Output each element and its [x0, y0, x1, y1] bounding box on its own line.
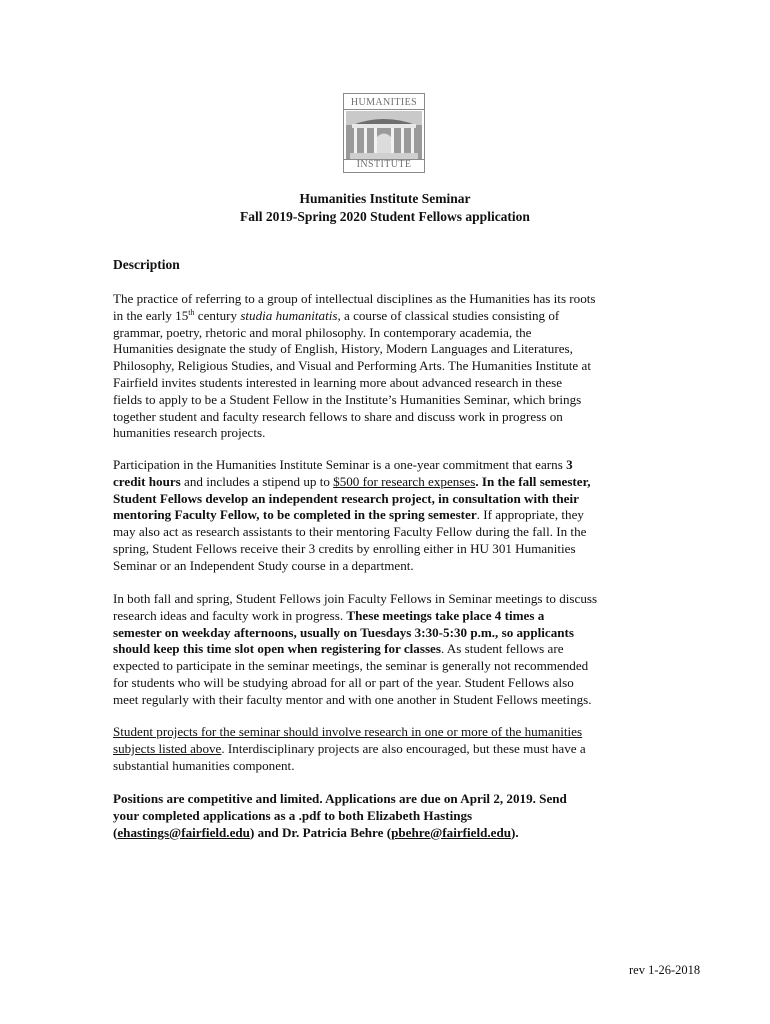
paragraph-line	[113, 507, 673, 524]
description-paragraph-3	[113, 591, 673, 709]
text-run: research ideas and faculty work in progress.	[113, 607, 347, 623]
application-deadline-paragraph	[113, 791, 673, 841]
paragraph-line: substantial humanities component.	[113, 757, 295, 773]
document-titles	[0, 190, 770, 226]
underlined-text: $500 for research expenses	[333, 473, 476, 489]
paragraph-line: meet regularly with their faculty mentor and with one another in Student Fellows meetings.	[113, 691, 592, 707]
rotunda-illustration	[344, 111, 424, 159]
paragraph-line: Positions are competitive and limited. Applications are due on April 2, 2019. Send	[113, 791, 567, 806]
paragraph-line	[113, 741, 673, 758]
text-run: century	[194, 307, 241, 323]
paragraph-line: semester on weekday afternoons, usually on Tuesdays 3:30-5:30 p.m., so applicants	[113, 624, 574, 640]
bold-text: . In the fall semester,	[475, 473, 591, 489]
logo-top-text: HUMANITIES	[350, 97, 418, 108]
section-heading: Description	[113, 257, 180, 272]
email-link-hastings[interactable]: ehastings@fairfield.edu	[117, 824, 250, 840]
paragraph-line: together student and faculty research fellows to share and discuss work in progress on	[113, 408, 563, 424]
email-link-behre[interactable]: pbehre@fairfield.edu	[391, 824, 512, 840]
logo-bottom-text: INSTITUTE	[356, 159, 412, 170]
paragraph-line: may also act as research assistants to their mentoring Faculty Fellow during the fall. In the	[113, 524, 587, 540]
paragraph-line: Student Fellows develop an independent research project, in consultation with their	[113, 490, 579, 506]
text-run: (	[113, 824, 118, 840]
paragraph-line	[113, 608, 673, 625]
paragraph-line: In both fall and spring, Student Fellows join Faculty Fellows in Seminar meetings to discuss	[113, 591, 598, 606]
superscript: th	[188, 307, 195, 317]
text-run: , a course of classical studies consisting of	[337, 307, 560, 323]
logo-divider	[344, 109, 424, 110]
paragraph-line: Student projects for the seminar should involve research in one or more of the humanities	[113, 724, 583, 739]
paragraph-line: Fairfield invites students interested in learning more about advanced research in these	[113, 374, 563, 390]
description-paragraph-2	[113, 457, 673, 575]
revision-date: rev 1-26-2018	[629, 963, 701, 977]
document-subtitle: Fall 2019-Spring 2020 Student Fellows application	[240, 209, 530, 224]
underlined-text: subjects listed above	[113, 740, 222, 756]
text-run: in the early 15	[113, 307, 189, 323]
text-run: . If appropriate, they	[476, 507, 584, 523]
paragraph-line	[113, 308, 673, 325]
bold-text: 3	[566, 457, 573, 472]
paragraph-line: for students who will be studying abroad for all or part of the year. Student Fellows also	[113, 674, 574, 690]
text-run: ) and Dr. Patricia Behre (	[249, 824, 392, 840]
humanities-institute-logo	[343, 93, 425, 173]
paragraph-line: spring, Student Fellows receive their 3 credits by enrolling either in HU 301 Humanities	[113, 540, 576, 556]
bold-text: should keep this time slot open when registering for classes	[113, 641, 441, 657]
paragraph-line	[113, 825, 673, 842]
paragraph-line	[113, 474, 673, 491]
text-run: Participation in the Humanities Institute Seminar is a one-year commitment that earns	[113, 457, 567, 472]
bold-text: These meetings take place 4 times a	[346, 607, 545, 623]
paragraph-line: fields to apply to be a Student Fellow in the Institute’s Humanities Seminar, which brings	[113, 391, 582, 407]
bold-text: credit hours	[113, 473, 181, 489]
paragraph-line: Philosophy, Religious Studies, and Visual and Performing Arts. The Humanities Institute at	[113, 358, 591, 374]
paragraph-line: Seminar or an Independent Study course in a department.	[113, 557, 414, 573]
document-title: Humanities Institute Seminar	[299, 191, 471, 206]
paragraph-line	[113, 457, 673, 474]
italic-term: studia humanitatis	[240, 307, 338, 323]
text-run: ).	[511, 824, 519, 840]
paragraph-line	[113, 641, 673, 658]
bold-text: mentoring Faculty Fellow, to be completed in the spring semester	[113, 507, 477, 523]
paragraph-line: grammar, poetry, rhetoric and moral philosophy. In contemporary academia, the	[113, 324, 532, 340]
paragraph-line: your completed applications as a .pdf to both Elizabeth Hastings	[113, 807, 473, 823]
description-paragraph-4	[113, 724, 673, 774]
paragraph-line: The practice of referring to a group of intellectual disciplines as the Humanities has its roots	[113, 291, 596, 306]
description-paragraph-1	[113, 291, 673, 442]
paragraph-line: humanities research projects.	[113, 425, 266, 441]
text-run: . Interdisciplinary projects are also encouraged, but these must have a	[221, 740, 586, 756]
paragraph-line: expected to participate in the seminar meetings, the seminar is generally not recommended	[113, 658, 589, 674]
paragraph-line: Humanities designate the study of English, History, Modern Languages and Literatures,	[113, 341, 573, 357]
text-run: and includes a stipend up to	[180, 473, 334, 489]
text-run: . As student fellows are	[440, 641, 564, 657]
